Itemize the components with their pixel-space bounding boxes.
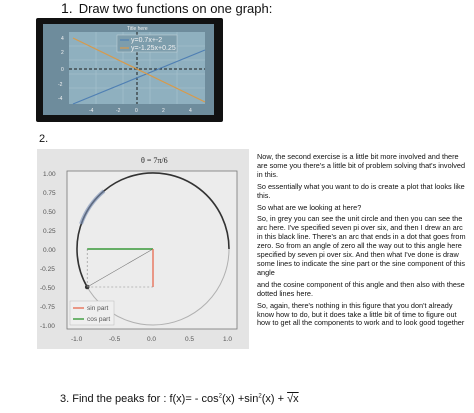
- p1-xtick: -4: [89, 108, 94, 114]
- explanation-paragraph: So what are we looking at here?: [257, 202, 362, 212]
- legend-2-label: y=-1.25x+0.25: [131, 45, 176, 52]
- question-1-text: Draw two functions on one graph:: [78, 1, 273, 16]
- plot-1-title: Title here: [127, 26, 148, 32]
- explanation-text: [257, 153, 469, 331]
- explanation-paragraph: and the cosine component of this angle and then also with these dotted lines here.: [257, 279, 465, 298]
- photo-two-lines-plot: [36, 18, 223, 122]
- p2-xtick: 0.5: [185, 336, 195, 343]
- q3-exponent-2: 2: [258, 393, 262, 400]
- explanation-paragraph: Now, the second exercise is a little bit more involved and there are some you there's a little bit of problem solving that's involved in this.: [257, 152, 466, 179]
- legend-1-label: y=0.7x+-2: [131, 37, 163, 44]
- plot-2-svg: [37, 149, 249, 349]
- legend-sin-label: sin part: [87, 305, 109, 312]
- p2-xtick: -0.5: [109, 336, 121, 343]
- q3-exponent-1: 2: [218, 393, 222, 400]
- question-1-heading: [61, 0, 272, 16]
- q3-mid-1: (x) +sin: [222, 393, 259, 405]
- p1-ytick: 2: [61, 50, 64, 56]
- explanation-paragraph: So, in grey you can see the unit circle and then you can see the arc here. I've specified seven pi over six, and then I drew an arc in this black line. There's an arc that ends in a dot that goes from zero. So from an angle of zero all the way out to this angle here specified by seven pi over six. And then what I've done is draw some lines to indicate the sine part or the sine component of this angle: [257, 214, 466, 277]
- p2-ytick: -0.50: [40, 285, 55, 292]
- plot-1-area: [43, 24, 214, 115]
- question-3-text: [60, 393, 299, 405]
- q3-sqrt: √x: [287, 393, 299, 405]
- legend-cos-label: cos part: [87, 316, 111, 323]
- p2-ytick: 0.50: [43, 209, 56, 216]
- p2-ytick: 0.25: [43, 228, 56, 235]
- p1-ytick: 0: [61, 67, 64, 73]
- p2-xtick: 1.0: [223, 336, 233, 343]
- p2-ytick: -1.00: [40, 323, 55, 330]
- p2-ytick: 0.75: [43, 190, 56, 197]
- p2-ytick: -0.25: [40, 266, 55, 273]
- p1-ytick: -4: [58, 96, 63, 102]
- p2-ytick: 0.00: [43, 247, 56, 254]
- p2-ytick: 1.00: [43, 171, 56, 178]
- p1-ytick: -2: [58, 82, 63, 88]
- photo-unit-circle-plot: [37, 149, 249, 349]
- question-1-number: 1.: [61, 0, 73, 16]
- p1-ytick: 4: [61, 36, 64, 42]
- p1-xtick: 2: [162, 108, 165, 114]
- explanation-paragraph: So essentially what you want to do is create a plot that looks like this.: [257, 181, 465, 200]
- question-2-heading: 2.: [39, 133, 49, 145]
- p2-ytick: -0.75: [40, 304, 55, 311]
- p1-xtick: -2: [116, 108, 121, 114]
- p2-xtick: -1.0: [71, 336, 83, 343]
- p1-xtick: 0: [135, 108, 138, 114]
- explanation-paragraph: So, again, there's nothing in this figure that you don't already know how to do, but it does take a little bit of time to figure out how to get all the components to work and to look good together: [257, 300, 465, 328]
- q3-mid-2: (x) +: [261, 393, 288, 405]
- plot-1-svg: [43, 24, 214, 115]
- plot-2-title: θ = 7π/6: [141, 156, 168, 165]
- q3-prefix: 3. Find the peaks for : f(x)= - cos: [60, 393, 219, 405]
- p1-xtick: 4: [189, 108, 192, 114]
- p2-xtick: 0.0: [147, 336, 157, 343]
